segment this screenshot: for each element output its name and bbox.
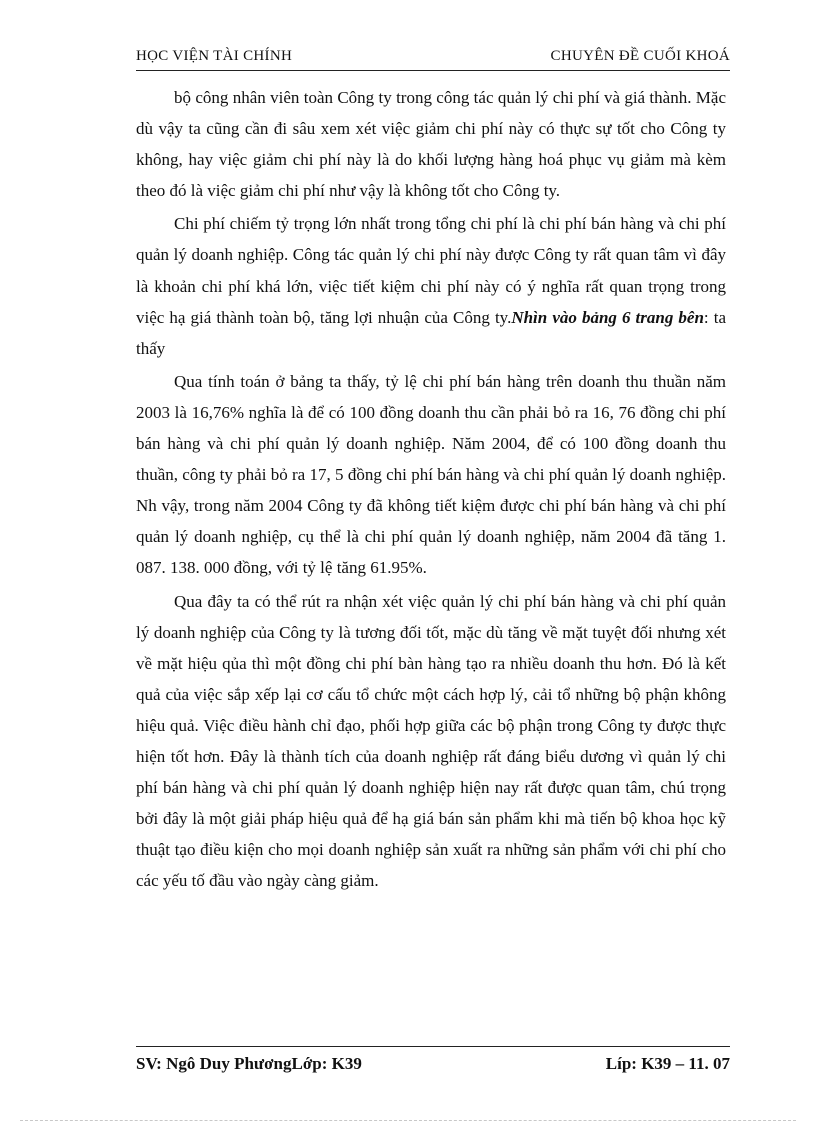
header-document-type: CHUYÊN ĐỀ CUỐI KHOÁ [550, 48, 730, 64]
header-institution: HỌC VIỆN TÀI CHÍNH [136, 48, 293, 64]
paragraph-cost-share [136, 208, 726, 363]
paragraph-2-text: Chi phí chiếm tỷ trọng lớn nhất trong tổng chi phí là chi phí bán hàng và chi phí quản lý doanh nghiệp. Công tác quản lý chi phí này được Công ty rất quan tâm vì đây là khoản chi phí khá lớn, việc tiết kiệm chi phí này có ý nghĩa rất quan trọng trong việc hạ giá thành toàn bộ, tăng lợi nhuận của Công ty. [136, 214, 726, 327]
paragraph-2-tail: : ta thấy [136, 307, 726, 358]
header-divider [136, 70, 730, 71]
paragraph-conclusion [136, 586, 726, 897]
page-footer [136, 1054, 730, 1078]
paragraph-continuation [136, 82, 726, 206]
page-boundary [20, 1120, 796, 1121]
paragraph-3-text: Qua tính toán ở bảng ta thấy, tỷ lệ chi phí bán hàng trên doanh thu thuần năm 2003 là 16,76% nghĩa là để có 100 đồng doanh thu cần phải bỏ ra 16, 76 đồng chi phí bán hàng và chi phí quản lý doanh nghiệp. Năm 2004, để có 100 đồng doanh thu thuần, công ty phải bỏ ra 17, 5 đồng chi phí bán hàng và chi phí quản lý doanh nghiệp. Nh vậy, trong năm 2004 Công ty đã không tiết kiệm được chi phí bán hàng và chi phí quản lý doanh nghiệp, cụ thể là chi phí quản lý doanh nghiệp, năm 2004 đã tăng 1. 087. 138. 000 đồng, với tỷ lệ tăng 61.95%. [136, 371, 726, 578]
paragraph-4-text: Qua đây ta có thể rút ra nhận xét việc quản lý chi phí bán hàng và chi phí quản lý doanh nghiệp của Công ty là tương đối tốt, mặc dù tăng về mặt tuyệt đối nhưng xét về mặt hiệu qủa thì một đồng chi phí bàn hàng tạo ra nhiều doanh thu hơn. Đó là kết quả của việc sắp xếp lại cơ cấu tổ chức một cách hợp lý, cải tổ những bộ phận không hiệu quả. Việc điều hành chỉ đạo, phối hợp giữa các bộ phận trong Công ty được thực hiện tốt hơn. Đây là thành tích của doanh nghiệp rất đáng biểu dương vì quản lý chi phí bán hàng và chi phí quản lý doanh nghiệp hiện nay rất được quan tâm, chú trọng bởi đây là một giải pháp hiệu quả để hạ giá bán sản phẩm khi mà tiến bộ khoa học kỹ thuật tạo điều kiện cho mọi doanh nghiệp sản xuất ra những sản phẩm với chi phí cho các yếu tố đầu vào ngày càng giảm. [136, 591, 726, 891]
footer-student: SV: Ngô Duy PhươngLớp: K39 [136, 1054, 362, 1073]
footer-class: Líp: K39 – 11. 07 [605, 1054, 730, 1073]
page-header [136, 48, 730, 70]
body-text [136, 82, 726, 898]
paragraph-calculation [136, 366, 726, 584]
paragraph-1-text: bộ công nhân viên toàn Công ty trong công tác quản lý chi phí và giá thành. Mặc dù vậy ta cũng cần đi sâu xem xét việc giảm chi phí này có thực sự tốt cho Công ty không, hay việc giảm chi phí này là do khối lượng hàng hoá phục vụ giảm mà kèm theo đó là việc giảm chi phí như vậy là không tốt cho Công ty. [136, 88, 726, 201]
table-reference-emphasis: Nhìn vào bảng 6 trang bên [511, 307, 704, 327]
footer-divider [136, 1046, 730, 1047]
